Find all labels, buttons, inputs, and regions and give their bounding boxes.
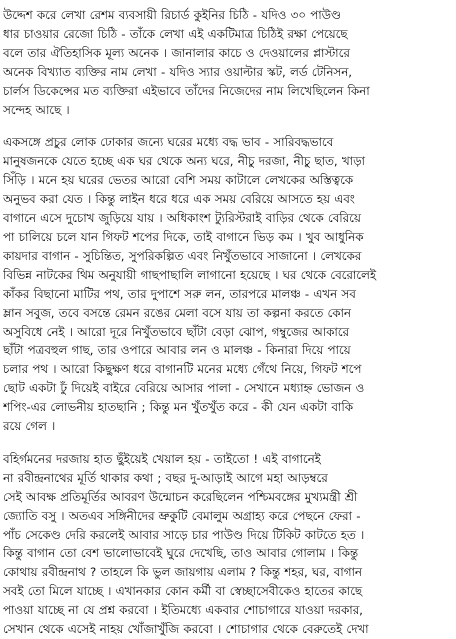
text-line: চলার পথ । আরো কিছুক্ষণ ধরে বাগানটি মনের মধ্যে গেঁথে নিয়ে, গিফট শপে (3, 362, 362, 377)
text-line: সবই তো মিলে যাচ্ছে । এখানকার কোন কর্মী বা স্বেচ্ছাসেবীকেও হাতের কাছে (3, 584, 363, 599)
paragraph-tagore-statue (3, 450, 453, 639)
text-line: অনেক বিখ্যাত ব্যক্তির নাম লেখা - যদিও স্যার ওয়াল্টার স্কট, লর্ড টেনিসন, (3, 64, 352, 79)
text-line: জ্যোতি বসু । অতএব সঙ্গিনীদের ভ্রুকুটি বেমালুম অগ্রাহ্য করে পেছনে ফেরা - (3, 508, 361, 523)
text-line: পাওয়া যাচ্ছে না যে প্রশ্ন করবো । ইতিমধ্যে একবার শোচাগারে যাওয়া দরকার, (3, 603, 363, 618)
text-line: বলে তার ঐতিহাসিক মূল্য অনেক । জানালার কাচে ও দেওয়ালের প্লাস্টারে (3, 45, 350, 60)
text-line: রয়ে গেল । (3, 419, 56, 434)
text-line: ম্লান সবুজ, তবে বসন্তে রেমন রঙের মেলা বসে যায় তা কল্পনা করতে কোন (3, 305, 351, 320)
text-line: কায়দার বাগান - সুচিন্তিত, সুপরিকল্পিত এবং নিখুঁতভাবে সাজানো । লেখকের (3, 248, 362, 263)
text-line: না রবীন্দ্রনাথের মূর্তি থাকার কথা ; বছর দু-আড়াই আগে মহা আড়ম্বরে (3, 470, 328, 485)
text-line: পাঁচ সেকেণ্ড দেরি করলেই আবার সাড়ে চার পাউণ্ড দিয়ে টিকিট কাটতে হত । (3, 527, 365, 542)
text-line: ধার চাওয়ার রেজো চিঠি - তাঁকে লেখা এই একটিমাত্র চিঠিই রক্ষা পেয়েছে (3, 26, 348, 41)
text-line: সিঁড়ি । মনে হয় ঘরের ভেতর আরো বেশি সময় কাটালে লেখকের অস্তিত্বকে (3, 173, 354, 188)
text-line: কিন্তু বাগান তো বেশ ভালোভাবেই ঘুরে দেখেছি, তাও আবার গোলাম । কিন্তু (3, 546, 359, 561)
text-line: ছোট একটা ঢুঁ দিয়েই বাইরে বেরিয়ে আসার পালা - সেখানে মধ্যাহ্ন ভোজন ও (3, 381, 365, 396)
text-line: চার্লস ডিকেন্সের মত ব্যক্তিরা এইভাবে তাঁদের নিজেদের নাম লিখেছিলেন কিনা (3, 83, 370, 98)
text-line: বিভিন্ন নাটকের থিম অনুযায়ী গাছপাছালি লাগানো হয়েছে । ঘর থেকে বেরোলেই (3, 267, 376, 282)
paragraph-shakespeare-house (3, 6, 453, 119)
text-line: উদ্দেশ করে লেখা রেশম ব্যবসায়ী রিচার্ড কুইনির চিঠি - যদিও ৩০ পাউণ্ড (3, 8, 341, 22)
text-line: কাঁকর বিছানো মাটির পথ, তার দুপাশে সরু লন, তারপরে মালঞ্চ - এখন সব (3, 286, 356, 301)
text-line: অসুবিধে নেই । আরো দূরে নিখুঁতভাবে ছাঁটা বেড়া ঝোপ, গম্বুজের আকারে (3, 324, 349, 339)
text-line: ছাঁটা পত্রবহুল গাছ, তার ওপারে আবার লন ও মালঞ্চ - কিনারা দিয়ে পায়ে (3, 343, 351, 358)
text-line: সন্দেহ আছে । (3, 102, 70, 117)
text-line: অনুভব করা যেত । কিন্তু লাইন ধরে ধরে এক সময় বেরিয়ে আসতে হয় এবং (3, 192, 355, 207)
text-line: বহির্গমনের দরজায় হাত ছুঁইয়েই খেয়াল হয় - তাইতো ! এই বাগানেই (3, 451, 321, 466)
text-line: সেই আবক্ষ প্রতিমূর্তির আবরণ উন্মোচন করেছিলেন পশ্চিমবঙ্গের মুখ্যমন্ত্রী শ্রী (3, 489, 358, 504)
text-line: মানুষজনকে যেতে হচ্ছে এক ঘর থেকে অন্য ঘরে, নীচু দরজা, নীচু ছাত, খাড়া (3, 154, 365, 169)
text-line: একসঙ্গে প্রচুর লোক ঢোকার জন্যে ঘরের মধ্যে বদ্ধ ভাব - সারিবদ্ধভাবে (3, 135, 334, 150)
text-line: সেখান থেকে এসেই নাহয় খোঁজাখুঁজি করবো । শোচাগার থেকে বেরুতেই দেখা (3, 622, 369, 637)
text-line: শপিং-এর লোভনীয় হাতছানি ; কিন্তু মন খুঁতখুঁত করে - কী যেন একটা বাকি (3, 400, 353, 415)
text-line: কোথায় রবীন্দ্রনাথ ? তাহলে কি ভুল জায়গায় এলাম ? কিন্তু শহর, ঘর, বাগান (3, 565, 362, 580)
paragraph-garden (3, 133, 453, 436)
text-line: বাগানে এসে দুচোখ জুড়িয়ে যায় । অধিকাংশ ট্যুরিস্টরাই বাড়ির থেকে বেরিয়ে (3, 211, 361, 226)
text-line: পা চালিয়ে চলে যান গিফট শপের দিকে, তাই বাগানে ভিড় কম । খুব আধুনিক (3, 229, 364, 244)
